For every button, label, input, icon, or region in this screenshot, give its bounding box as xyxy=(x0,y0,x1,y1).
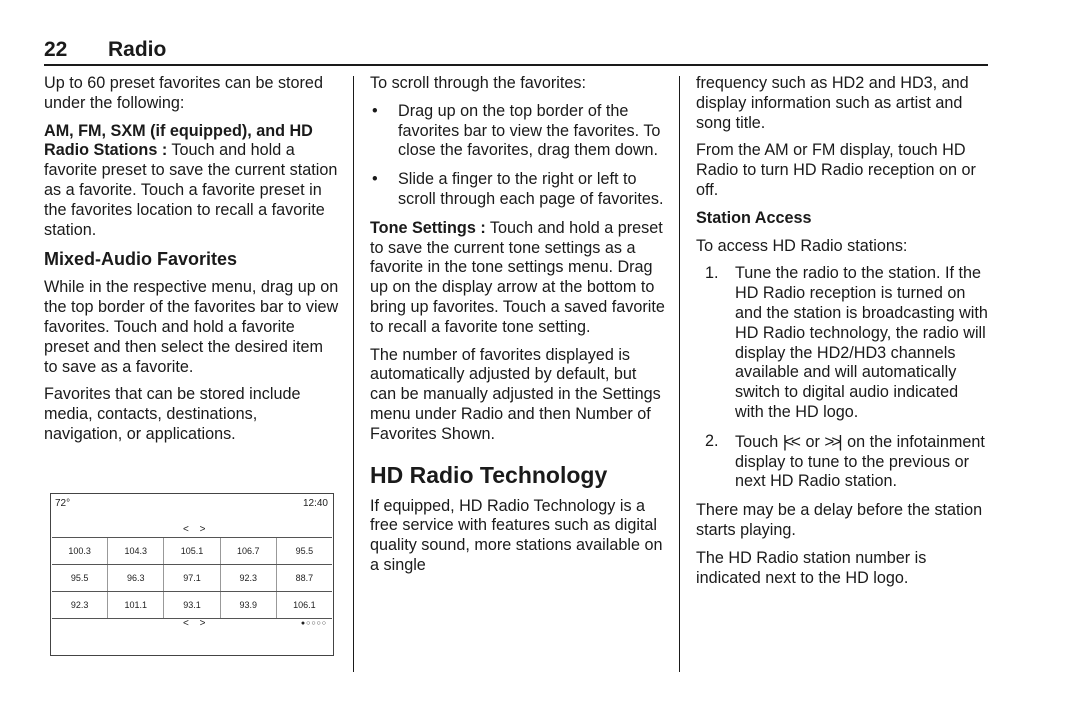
favorites-grid xyxy=(52,537,332,619)
hd-radio-paragraph: If equipped, HD Radio Technology is a free service with features such as digital quality sound, more stations available on a single xyxy=(370,496,663,574)
hd-toggle-paragraph: From the AM or FM display, touch HD Radio to turn HD Radio reception on or off. xyxy=(696,141,976,199)
step-text: Tune the radio to the station. If the HD Radio reception is turned on and the station is broadcasting with HD Radio technology, the radio will display the HD2/HD3 channels available and will automatically switch to digital audio indicated with the HD logo. xyxy=(735,264,988,421)
scroll-intro: To scroll through the favorites: xyxy=(370,74,586,92)
step-number: 1. xyxy=(705,264,719,283)
step-text: on the infotainment display to tune to the previous or next HD Radio station. xyxy=(735,432,985,491)
station-favorites-paragraph xyxy=(44,122,340,241)
delay-paragraph: There may be a delay before the station starts playing. xyxy=(696,501,983,539)
radio-favorites-screen xyxy=(50,493,334,656)
tone-settings-paragraph xyxy=(370,219,666,338)
section-title: Radio xyxy=(108,38,167,61)
column-3 xyxy=(696,74,988,596)
bullet-item xyxy=(370,102,666,161)
preset-button[interactable]: 104.3 xyxy=(108,538,164,564)
bullet-text: Drag up on the top border of the favorites bar to view the favorites. To close the favorites, drag them down. xyxy=(398,101,661,160)
page-header xyxy=(44,38,988,64)
favorites-row xyxy=(52,537,332,564)
column-1 xyxy=(44,74,340,453)
page-indicator: ●○○○○ xyxy=(300,620,327,627)
clock-readout: 12:40 xyxy=(302,498,328,509)
station-number-paragraph: The HD Radio station number is indicated next to the HD logo. xyxy=(696,548,927,587)
tone-settings-label: Tone Settings : xyxy=(370,218,486,237)
favorites-row xyxy=(52,564,332,591)
seek-back-icon: |<< xyxy=(782,431,798,451)
preset-button[interactable]: 97.1 xyxy=(164,565,220,591)
step-item xyxy=(696,432,988,492)
step-or-word: or xyxy=(805,432,820,451)
station-favorites-text: Touch and hold a favorite preset to save the current station as a favorite. Touch a favorite preset in the favorites location to recall a favorite station. xyxy=(44,141,338,239)
mixed-audio-paragraph: While in the respective menu, drag up on the top border of the favorites bar to view favorites. Touch and hold a favorite preset and then select the desired item to save as a favorite. xyxy=(44,278,339,376)
hd-continued-paragraph: frequency such as HD2 and HD3, and display information such as artist and song title. xyxy=(696,74,969,132)
temperature-readout: 72° xyxy=(55,498,71,509)
preset-button[interactable]: 92.3 xyxy=(52,592,108,618)
preset-button[interactable]: 92.3 xyxy=(221,565,277,591)
station-access-heading: Station Access xyxy=(696,208,812,227)
preset-button[interactable]: 96.3 xyxy=(108,565,164,591)
preset-button[interactable]: 93.1 xyxy=(164,592,220,618)
favorites-bottom-arrows[interactable]: < > xyxy=(183,618,210,629)
seek-forward-icon: >>| xyxy=(824,431,840,451)
number-of-favorites-paragraph: The number of favorites displayed is automatically adjusted by default, but can be manually adjusted in the Settings menu under Radio and then Number of Favorites Shown. xyxy=(370,345,661,443)
stored-favorites-paragraph: Favorites that can be stored include media, contacts, destinations, navigation, or applications. xyxy=(44,385,301,443)
tone-settings-text: Touch and hold a preset to save the current tone settings as a favorite in the tone settings menu. Drag up on the display arrow at the bottom to bring up favorites. Touch a saved favorite to recall a favorite tone setting. xyxy=(370,218,665,336)
preset-button[interactable]: 93.9 xyxy=(221,592,277,618)
bullet-dot: • xyxy=(372,170,378,189)
preset-button[interactable]: 88.7 xyxy=(295,573,314,583)
preset-button[interactable]: 101.1 xyxy=(108,592,164,618)
column-divider-2 xyxy=(679,76,680,672)
hd-radio-heading: HD Radio Technology xyxy=(370,461,608,488)
column-divider-1 xyxy=(353,76,354,672)
header-rule xyxy=(44,64,988,66)
station-favorites-label: AM, FM, SXM (if equipped), and HD Radio Stations : xyxy=(44,121,313,160)
intro-paragraph: Up to 60 preset favorites can be stored under the following: xyxy=(44,74,323,112)
station-access-intro: To access HD Radio stations: xyxy=(696,236,908,255)
preset-button[interactable]: 106.1 xyxy=(293,600,316,610)
bullet-item xyxy=(370,170,666,210)
preset-button[interactable]: 95.5 xyxy=(52,565,108,591)
step-number: 2. xyxy=(705,431,719,450)
favorites-top-arrows[interactable]: < > xyxy=(183,524,210,535)
preset-button[interactable]: 105.1 xyxy=(164,538,220,564)
step-touch-word: Touch xyxy=(735,432,779,451)
preset-button[interactable]: 106.7 xyxy=(221,538,277,564)
step-item xyxy=(696,264,988,422)
preset-button[interactable]: 100.3 xyxy=(52,538,108,564)
bullet-dot: • xyxy=(372,101,378,120)
page-number: 22 xyxy=(44,38,68,61)
column-2 xyxy=(370,74,666,584)
favorites-row xyxy=(52,591,332,619)
bullet-text: Slide a finger to the right or left to scroll through each page of favorites. xyxy=(398,170,664,208)
mixed-audio-heading: Mixed-Audio Favorites xyxy=(44,249,238,270)
preset-button[interactable]: 95.5 xyxy=(295,546,314,556)
